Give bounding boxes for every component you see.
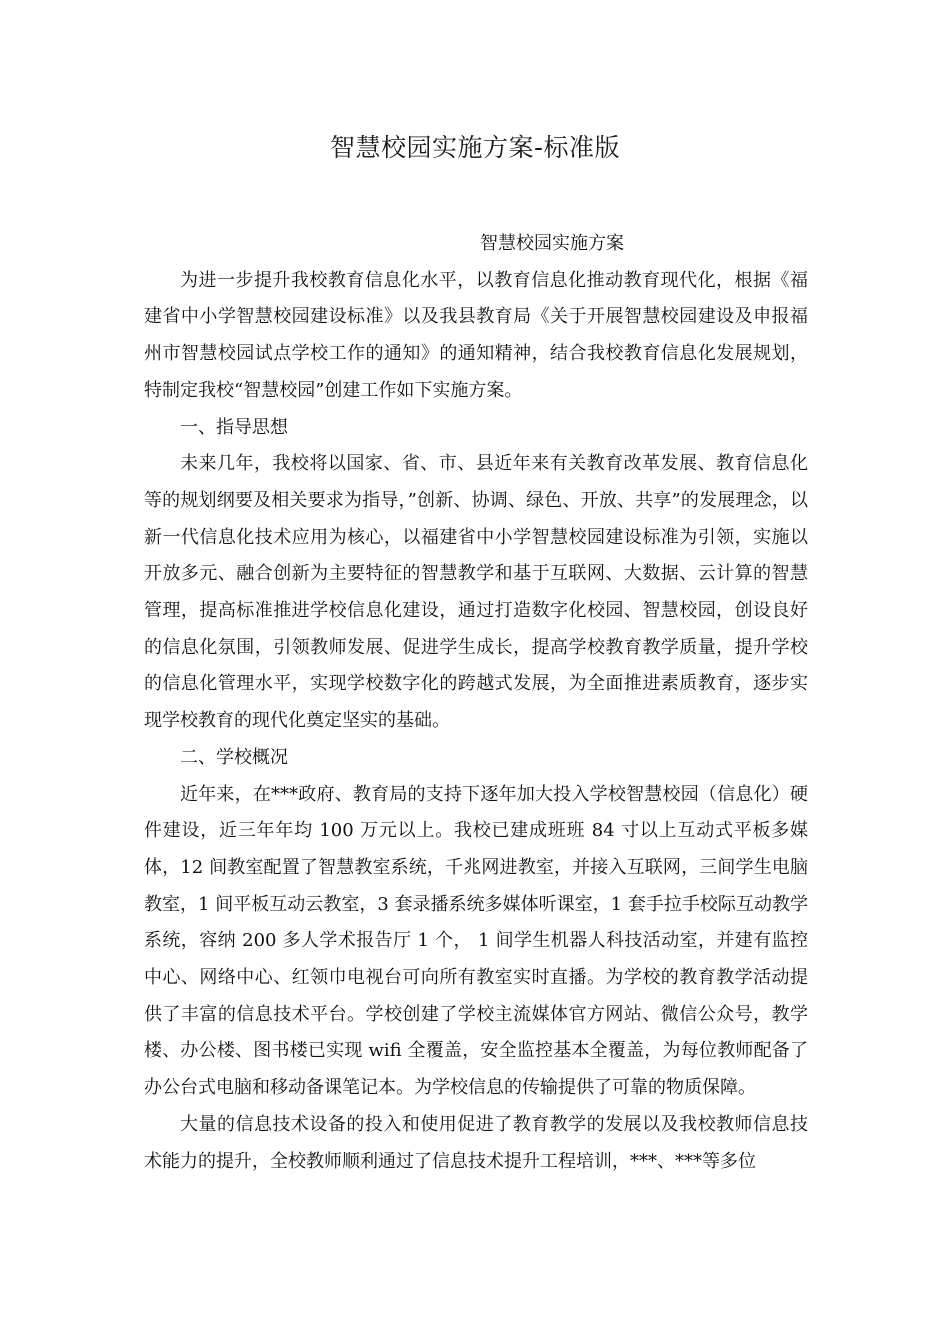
school-overview-paragraph: 近年来，在***政府、教育局的支持下逐年加大投入学校智慧校园（信息化）硬件建设，近三年年均 100 万元以上。我校已建成班班 84 寸以上互动式平板多媒体，12 间教室配置了智慧教室系统，千兆网进教室，并接入互联网，三间学生电脑教室，1 间平板互动云教室，3 套录播系统多媒体听课室，1 套手拉手校际互动教学系统，容纳 200 多人学术报告厅 1 个， 1 间学生机器人科技活动室，并建有监控中心、网络中心、红领巾电视台可向所有教室实时直播。为学校的教育教学活动提供了丰富的信息技术平台。学校创建了学校主流媒体官方网站、微信公众号，教学楼、办公楼、图书楼已实现 wifi 全覆盖，安全监控基本全覆盖，为每位教师配备了办公台式电脑和移动备课笔记本。为学校信息的传输提供了可靠的物质保障。 [144,783,808,1099]
document-title: 智慧校园实施方案-标准版 [329,133,621,162]
section-heading-guiding-ideology: 一、指导思想 [180,416,288,438]
intro-paragraph: 为进一步提升我校教育信息化水平，以教育信息化推动教育现代化，根据《福建省中小学智慧校园建设标准》以及我县教育局《关于开展智慧校园建设及申报福州市智慧校园试点学校工作的通知》的通知精神，结合我校教育信息化发展规划，特制定我校“智慧校园”创建工作如下实施方案。 [144,269,808,401]
document-body [144,226,808,1180]
section-heading-school-overview: 二、学校概况 [180,746,288,768]
school-overview-paragraph-continued: 大量的信息技术设备的投入和使用促进了教育教学的发展以及我校教师信息技术能力的提升，全校教师顺利通过了信息技术提升工程培训，***、***等多位 [144,1113,808,1172]
guiding-ideology-paragraph: 未来几年，我校将以国家、省、市、县近年来有关教育改革发展、教育信息化等的规划纲要及相关要求为指导，”创新、协调、绿色、开放、共享”的发展理念，以新一代信息化技术应用为核心，以福建省中小学智慧校园建设标准为引领，实施以开放多元、融合创新为主要特征的智慧教学和基于互联网、大数据、云计算的智慧管理，提高标准推进学校信息化建设，通过打造数字化校园、智慧校园，创设良好的信息化氛围，引领教师发展、促进学生成长，提高学校教育教学质量，提升学校的信息化管理水平，实现学校数字化的跨越式发展，为全面推进素质教育，逐步实现学校教育的现代化奠定坚实的基础。 [144,453,808,732]
document-subtitle: 智慧校园实施方案 [480,233,624,254]
